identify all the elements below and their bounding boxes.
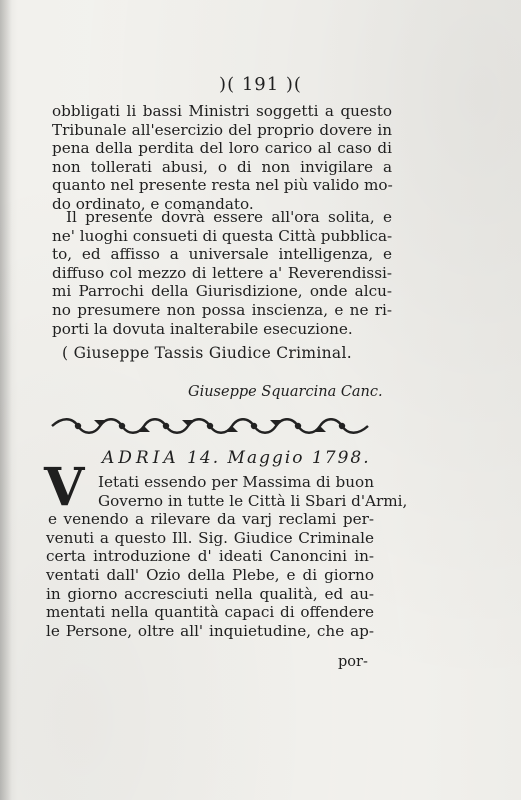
- text-line: e venendo a rilevare da varj reclami per-: [48, 510, 374, 529]
- text-line: non tollerati abusi, o di non invigilare a: [52, 157, 392, 176]
- chancellor-signature: Giuseppe Squarcina Canc.: [188, 384, 383, 400]
- text-line: pena della perdita del loro carico al caso di: [52, 139, 392, 158]
- paragraph-2: [52, 208, 392, 338]
- page-number: )( 191 )(: [219, 74, 302, 95]
- text-line: Governo in tutte le Città li Sbari d'Armi,: [98, 491, 408, 510]
- paragraph-3: [46, 473, 408, 640]
- text-line: obbligati li bassi Ministri soggetti a questo: [52, 102, 392, 120]
- text-line: in giorno accresciuti nella qualità, ed au-: [46, 584, 374, 603]
- text-line: Tribunale all'esercizio del proprio dovere in: [52, 120, 392, 139]
- judge-signature: ( Giuseppe Tassis Giudice Criminal.: [62, 344, 352, 362]
- drop-capital: V: [44, 457, 85, 518]
- text-line: Il presente dovrà essere all'ora solita, e: [66, 208, 392, 226]
- text-line: ne' luoghi consueti di questa Città pubblica-: [52, 226, 393, 245]
- dateline-date: 14. Maggio 1798.: [187, 448, 371, 468]
- paragraph-1: [52, 102, 392, 214]
- text-line: mi Parrochi della Giurisdizione, onde alcu-: [52, 282, 392, 301]
- binding-shadow: [0, 0, 12, 800]
- dateline-place: ADRIA: [102, 448, 180, 468]
- text-line: ventati dall' Ozio della Plebe, e di giorno: [46, 565, 374, 584]
- text-line: porti la dovuta inalterabile esecuzione.: [52, 319, 353, 338]
- catchword: por-: [338, 654, 368, 670]
- text-line: certa introduzione d' ideati Canoncini in-: [46, 547, 374, 566]
- text-line: mentati nella quantità capaci di offendere: [46, 603, 374, 622]
- text-line: diffuso col mezzo di lettere a' Reverendissi-: [52, 263, 392, 282]
- text-line: le Persone, oltre all' inquietudine, che ap-: [46, 621, 374, 640]
- text-line: do ordinato, e comandato.: [52, 194, 254, 213]
- text-line: Ietati essendo per Massima di buon: [98, 473, 374, 491]
- text-line: to, ed affisso a universale intelligenza, e: [52, 245, 392, 264]
- text-line: no presumere non possa inscienza, e ne ri-: [52, 300, 392, 319]
- ornament-divider: [48, 415, 372, 437]
- text-line: quanto nel presente resta nel più valido mo-: [52, 176, 393, 195]
- text-line: venuti a questo Ill. Sig. Giudice Criminale: [46, 528, 374, 547]
- dateline: [102, 448, 371, 468]
